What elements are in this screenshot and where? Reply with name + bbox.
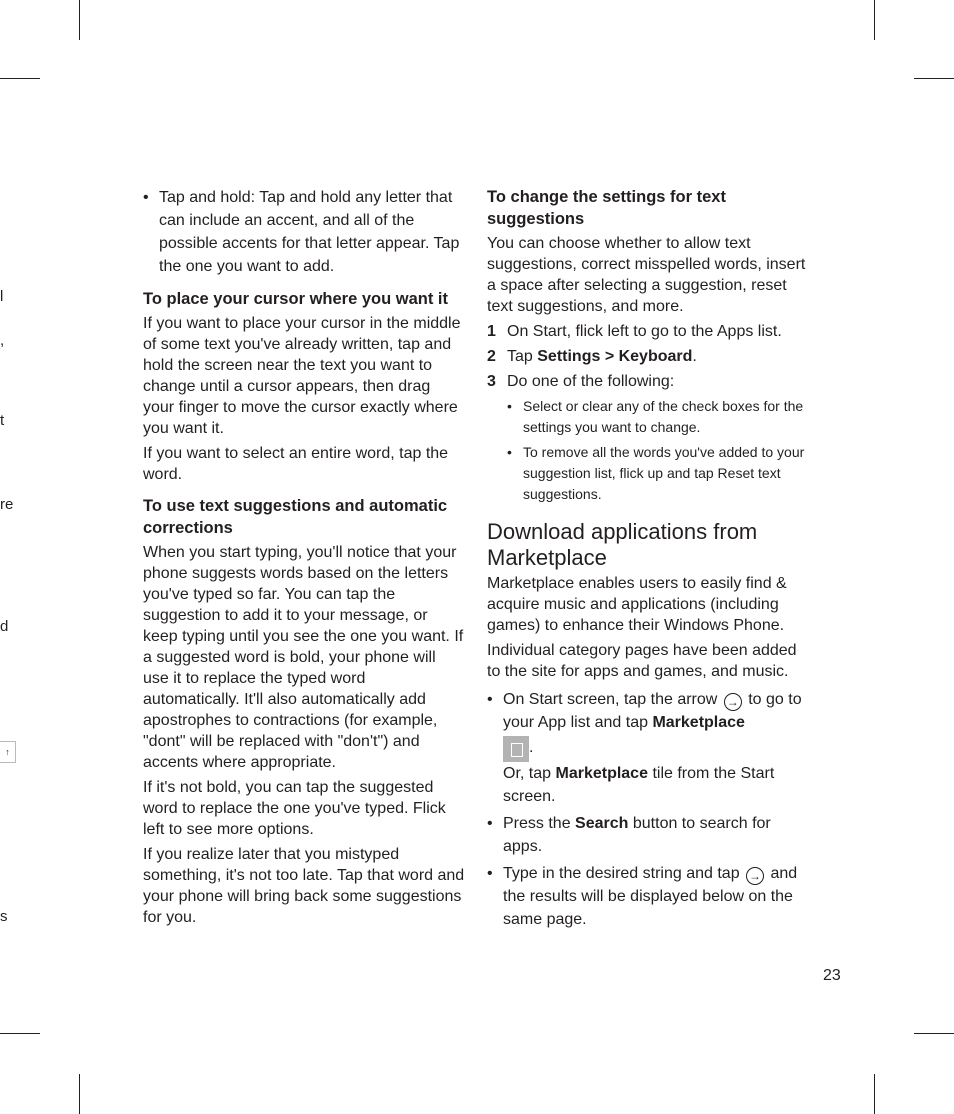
bullet-icon: • xyxy=(487,691,493,708)
bullet-bold: Marketplace xyxy=(652,714,745,731)
step-text: Tap xyxy=(507,348,538,365)
step-text: On Start, flick left to go to the Apps list. xyxy=(507,323,782,340)
bullet-text: Press the xyxy=(503,815,571,832)
section-heading-settings: To change the settings for text suggestions xyxy=(487,188,726,228)
page-number: 23 xyxy=(823,967,841,984)
arrow-up-icon: ↑ xyxy=(0,741,16,763)
paragraph: When you start typing, you'll notice that your phone suggests words based on the letters you've typed so far. You can tap the suggestion to add it to your message, or keep typing until you see the one you want. If a suggested word is bold, your phone will use it to replace the typed word automatically. It'll also automatically add apostrophes to contractions (for example, "dont" will be replaced with "don't") and accents where appropriate. xyxy=(143,544,464,771)
bullet-bold: Search xyxy=(575,815,629,832)
bullet-text: . xyxy=(529,739,534,757)
crop-mark xyxy=(0,78,40,79)
edge-fragment: s xyxy=(0,908,8,925)
bullet-text: to go to your App list and tap xyxy=(503,691,802,731)
numbered-step xyxy=(487,346,810,367)
bullet-icon: • xyxy=(507,444,512,460)
crop-mark xyxy=(79,1074,80,1114)
crop-mark xyxy=(874,1074,875,1114)
bullet-text: Or, tap xyxy=(503,765,552,782)
list-item xyxy=(487,812,810,858)
numbered-step xyxy=(487,371,810,392)
bullet-text: and the results will be displayed below on the same page. xyxy=(503,865,798,928)
arrow-right-icon: → xyxy=(724,693,742,711)
list-item xyxy=(487,862,810,931)
marketplace-icon xyxy=(503,736,529,762)
bullet-icon: • xyxy=(143,189,149,206)
section-title-download: Download applications from Marketplace xyxy=(487,519,758,570)
numbered-step xyxy=(487,321,810,342)
arrow-right-icon: → xyxy=(746,867,764,885)
crop-mark xyxy=(914,78,954,79)
list-item xyxy=(143,186,465,278)
step-bold: Settings > Keyboard xyxy=(537,348,693,365)
section-heading-suggestions: To use text suggestions and automatic corrections xyxy=(143,497,448,537)
sub-text: Select or clear any of the check boxes for the settings you want to change. xyxy=(523,398,804,435)
list-item xyxy=(487,688,810,808)
edge-fragment: d xyxy=(0,618,9,635)
edge-fragment: , xyxy=(0,332,5,349)
bullet-icon: • xyxy=(487,815,493,832)
edge-fragment: t xyxy=(0,412,5,429)
left-column xyxy=(143,186,465,932)
bullet-text: Type in the desired string and tap xyxy=(503,865,740,882)
paragraph: If you want to select an entire word, tap the word. xyxy=(143,445,449,483)
bullet-icon: • xyxy=(507,398,512,414)
crop-mark xyxy=(874,0,875,40)
edge-fragment: l xyxy=(0,288,4,305)
edge-fragment: re xyxy=(0,496,14,513)
bullet-text: button to search for apps. xyxy=(503,815,771,855)
paragraph: You can choose whether to allow text suggestions, correct misspelled words, insert a space after selecting a suggestion, reset text suggestions, and more. xyxy=(487,235,806,315)
sub-list-item xyxy=(487,396,810,438)
bullet-text: tile from the Start screen. xyxy=(503,765,775,805)
paragraph: Marketplace enables users to easily find & acquire music and applications (including games) to enhance their Windows Phone. xyxy=(487,575,787,634)
step-text: . xyxy=(692,348,697,365)
paragraph: If you realize later that you mistyped something, it's not too late. Tap that word and your phone will bring back some suggestions for you. xyxy=(143,846,465,926)
step-text: Do one of the following: xyxy=(507,373,675,390)
bullet-icon: • xyxy=(487,865,493,882)
paragraph: If you want to place your cursor in the middle of some text you've already written, tap and hold the screen near the text you want to change until a cursor appears, then drag your finger to move the cursor exactly where you want it. xyxy=(143,315,461,437)
bullet-text: On Start screen, tap the arrow xyxy=(503,691,718,708)
sub-list-item xyxy=(487,442,810,505)
sub-text: To remove all the words you've added to your suggestion list, flick up and tap Reset text suggestions. xyxy=(523,444,805,502)
section-heading-cursor: To place your cursor where you want it xyxy=(143,290,449,308)
bullet-text: Tap and hold: Tap and hold any letter that can include an accent, and all of the possible accents for that letter appear. Tap the one you want to add. xyxy=(159,189,460,275)
paragraph: Individual category pages have been added to the site for apps and games, and music. xyxy=(487,642,797,680)
step-number: 3 xyxy=(487,373,496,390)
bullet-bold: Marketplace xyxy=(555,765,648,782)
right-column xyxy=(487,186,810,935)
paragraph: If it's not bold, you can tap the suggested word to replace the one you've typed. Flick left to see more options. xyxy=(143,779,446,838)
crop-mark xyxy=(914,1033,954,1034)
crop-mark xyxy=(0,1033,40,1034)
crop-mark xyxy=(79,0,80,40)
step-number: 1 xyxy=(487,323,496,340)
step-number: 2 xyxy=(487,348,496,365)
